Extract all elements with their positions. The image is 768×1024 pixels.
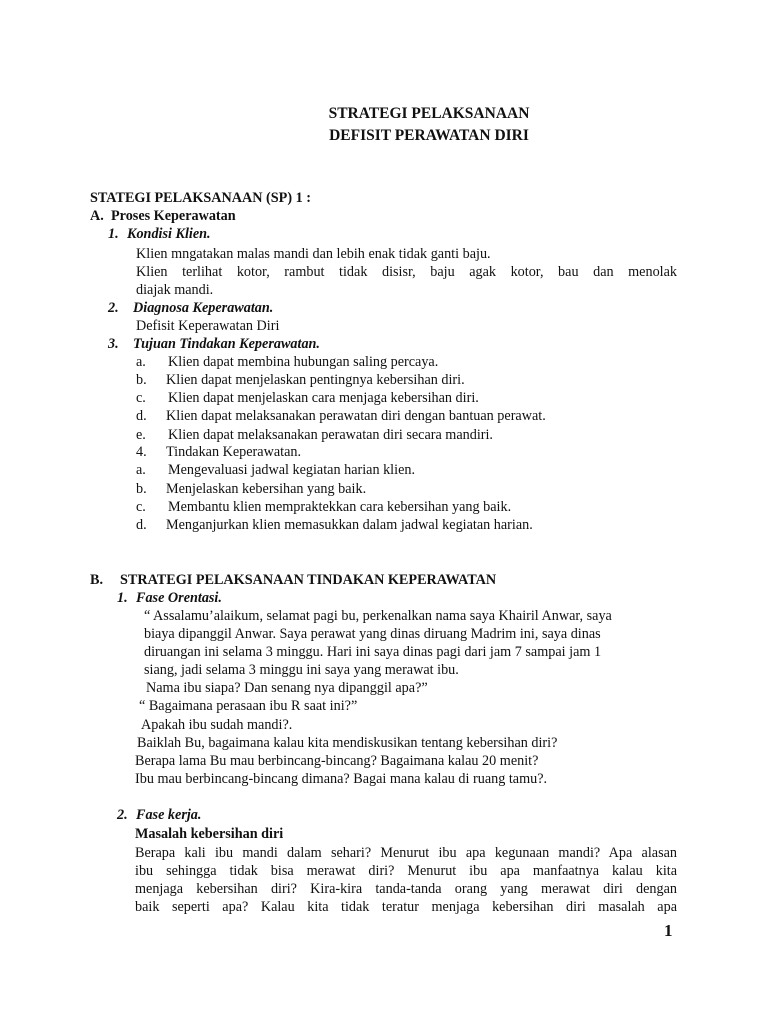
list-marker: 4. bbox=[136, 444, 147, 460]
section-b-marker: B. bbox=[90, 572, 104, 588]
section-a-marker: A. bbox=[90, 208, 104, 224]
list-marker: a. bbox=[136, 354, 146, 370]
kondisi-line: diajak mandi. bbox=[136, 282, 214, 298]
orientasi-line: Baiklah Bu, bagaimana kalau kita mendiskusikan tentang kebersihan diri? bbox=[137, 735, 558, 751]
orientasi-line: biaya dipanggil Anwar. Saya perawat yang dinas diruang Madrim ini, saya dinas bbox=[144, 626, 601, 642]
list-marker: b. bbox=[136, 481, 147, 497]
list-item bbox=[136, 516, 533, 534]
document-title-line-1: STRATEGI PELAKSANAAN bbox=[328, 105, 530, 122]
orientasi-line: Berapa lama Bu mau berbincang-bincang? Bagaimana kalau 20 menit? bbox=[135, 753, 539, 769]
sp-heading: STATEGI PELAKSANAAN (SP) 1 : bbox=[90, 190, 311, 206]
item-1-marker: 1. bbox=[108, 226, 119, 242]
item-3-heading bbox=[108, 335, 320, 353]
list-text: Klien dapat membina hubungan saling percaya. bbox=[168, 354, 439, 370]
orientasi-line: siang, jadi selama 3 minggu ini saya yang merawat ibu. bbox=[144, 662, 459, 678]
list-item bbox=[136, 498, 511, 516]
kerja-line: menjaga kebersihan diri? Kira-kira tanda-tanda orang yang merawat diri dengan bbox=[135, 881, 677, 897]
section-a-label: Proses Keperawatan bbox=[111, 208, 236, 224]
list-item bbox=[136, 353, 438, 371]
list-text: Tindakan Keperawatan. bbox=[166, 444, 302, 460]
list-marker: c. bbox=[136, 499, 146, 515]
kerja-line: Berapa kali ibu mandi dalam sehari? Menurut ibu apa kegunaan mandi? Apa alasan bbox=[135, 845, 677, 861]
kondisi-line: Klien mngatakan malas mandi dan lebih enak tidak ganti baju. bbox=[136, 246, 491, 262]
section-a-heading bbox=[90, 207, 236, 225]
list-text: Menjelaskan kebersihan yang baik. bbox=[166, 481, 367, 497]
item-2-label: Diagnosa Keperawatan. bbox=[133, 300, 274, 316]
list-marker: c. bbox=[136, 390, 146, 406]
orientasi-line: Nama ibu siapa? Dan senang nya dipanggil apa?” bbox=[146, 680, 428, 696]
kerja-subheading: Masalah kebersihan diri bbox=[135, 826, 284, 842]
kerja-line: ibu sehingga tidak bisa merawat diri? Menurut ibu apa manfaatnya kalau kita bbox=[135, 863, 677, 879]
list-text: Klien dapat melaksanakan perawatan diri dengan bantuan perawat. bbox=[166, 408, 546, 424]
item-2-marker: 2. bbox=[108, 300, 119, 316]
list-text: Mengevaluasi jadwal kegiatan harian klien. bbox=[168, 462, 416, 478]
kondisi-line: Klien terlihat kotor, rambut tidak disisr, baju agak kotor, bau dan menolak bbox=[136, 264, 677, 280]
fase-kerja-label: Fase kerja. bbox=[136, 807, 202, 823]
list-text: Klien dapat menjelaskan pentingnya kebersihan diri. bbox=[166, 372, 465, 388]
list-text: Menganjurkan klien memasukkan dalam jadwal kegiatan harian. bbox=[166, 517, 533, 533]
list-text: Klien dapat melaksanakan perawatan diri secara mandiri. bbox=[168, 427, 493, 443]
list-marker: a. bbox=[136, 462, 146, 478]
fase-orientasi-label: Fase Orentasi. bbox=[136, 590, 222, 606]
list-marker: b. bbox=[136, 372, 147, 388]
item-3-label: Tujuan Tindakan Keperawatan. bbox=[133, 336, 320, 352]
orientasi-line: “ Assalamu’alaikum, selamat pagi bu, perkenalkan nama saya Khairil Anwar, saya bbox=[144, 608, 612, 624]
page-number: 1 bbox=[664, 921, 673, 940]
list-item bbox=[136, 461, 415, 479]
list-item bbox=[136, 389, 479, 407]
fase-kerja-heading bbox=[117, 806, 201, 824]
item-1-label: Kondisi Klien. bbox=[127, 226, 211, 242]
list-text: Membantu klien mempraktekkan cara kebersihan yang baik. bbox=[168, 499, 512, 515]
item-1-heading bbox=[108, 225, 211, 243]
orientasi-line: Ibu mau berbincang-bincang dimana? Bagai mana kalau di ruang tamu?. bbox=[135, 771, 548, 787]
orientasi-line: diruangan ini selama 3 minggu. Hari ini saya dinas pagi dari jam 7 sampai jam 1 bbox=[144, 644, 602, 660]
item-2-heading bbox=[108, 299, 273, 317]
orientasi-line: “ Bagaimana perasaan ibu R saat ini?” bbox=[139, 698, 358, 714]
list-item bbox=[136, 480, 366, 498]
fase-kerja-marker: 2. bbox=[117, 807, 128, 823]
item-3-marker: 3. bbox=[108, 336, 119, 352]
section-b-heading bbox=[90, 571, 496, 589]
list-marker: d. bbox=[136, 517, 147, 533]
fase-orientasi-marker: 1. bbox=[117, 590, 128, 606]
section-b-label: STRATEGI PELAKSANAAN TINDAKAN KEPERAWATAN bbox=[120, 572, 497, 588]
list-item bbox=[136, 443, 301, 461]
list-marker: d. bbox=[136, 408, 147, 424]
diagnosa-line: Defisit Keperawatan Diri bbox=[136, 318, 280, 334]
list-item bbox=[136, 407, 546, 425]
fase-orientasi-heading bbox=[117, 589, 222, 607]
list-item bbox=[136, 371, 465, 389]
kerja-line: baik seperti apa? Kalau kita tidak teratur menjaga kebersihan diri masalah apa bbox=[135, 899, 677, 915]
document-title-line-2: DEFISIT PERAWATAN DIRI bbox=[329, 127, 529, 144]
list-item bbox=[136, 426, 493, 444]
orientasi-line: Apakah ibu sudah mandi?. bbox=[141, 717, 293, 733]
list-text: Klien dapat menjelaskan cara menjaga kebersihan diri. bbox=[168, 390, 479, 406]
list-marker: e. bbox=[136, 427, 146, 443]
